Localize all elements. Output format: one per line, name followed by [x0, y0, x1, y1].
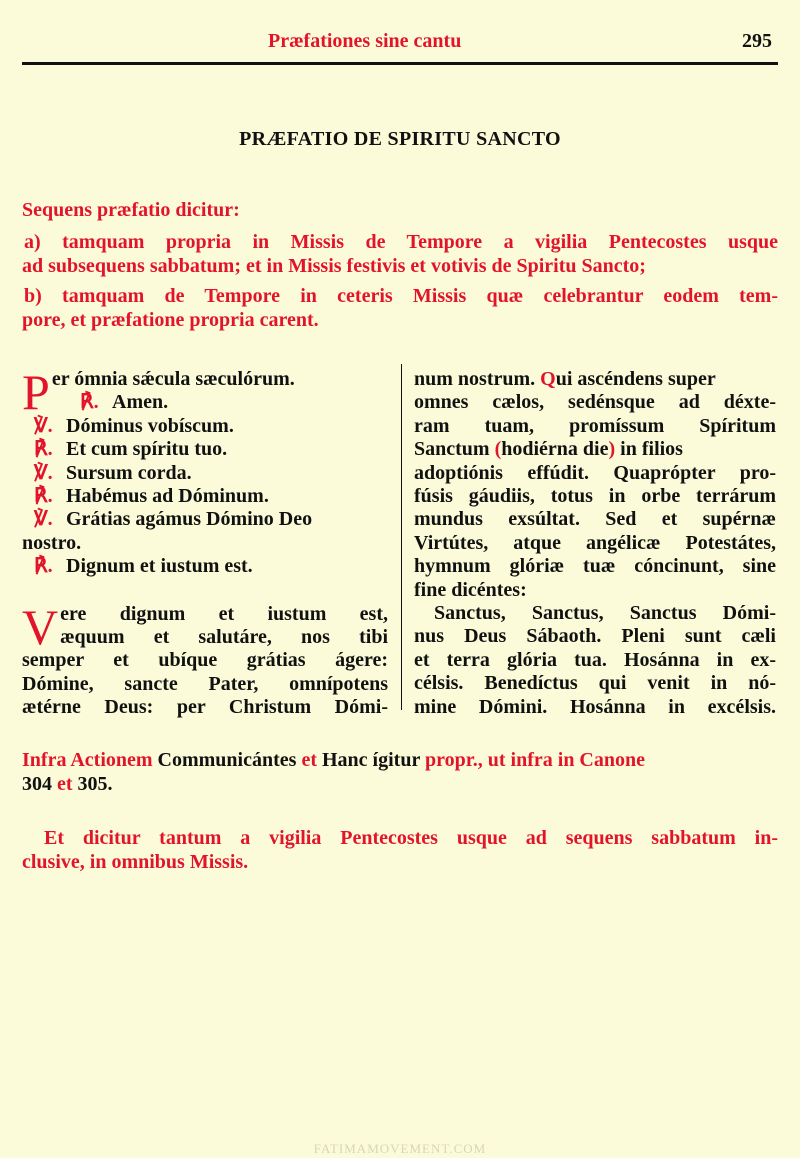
preface-line: omnes cælos, sedénsque ad déxte- [414, 391, 776, 414]
dialogue-text: Habémus ad Dóminum. [66, 485, 269, 508]
dialogue-line [22, 391, 388, 414]
dialogue-line [22, 485, 388, 508]
closing-line: clusive, in omnibus Missis. [22, 851, 249, 873]
dialogue-text: Dignum et iustum est. [66, 555, 253, 578]
sanctus-line: mine Dómini. Hosánna in excélsis. [414, 695, 776, 718]
canon-incipit: Communicántes [157, 749, 297, 771]
dropcap-v: V [22, 598, 59, 655]
dialogue-continuation: nostro. [22, 531, 82, 554]
preface-line: semper et ubíque grátias ágere: [22, 649, 388, 672]
preface-body-left [22, 598, 388, 720]
versicle-symbol: ℣. [34, 461, 53, 484]
running-title: Præfationes sine cantu [268, 30, 462, 52]
preface-line [414, 368, 776, 391]
close-paren: ) [608, 438, 616, 461]
dialogue-text: Dóminus vobíscum. [66, 414, 234, 437]
preface-line: fúsis gáudiis, totus in orbe terrárum [414, 485, 776, 508]
preface-text: num nostrum. [414, 368, 536, 390]
versicle-symbol: ℣. [34, 414, 53, 437]
preface-line: hymnum glóriæ tuæ cóncinunt, sine [414, 555, 776, 578]
rubric-a-line: a) tamquam propria in Missis de Tempore a vigilia Pentecostes usque [24, 231, 778, 253]
preface-dialogue [22, 364, 388, 579]
canon-rubric: propr., ut infra in Canone [424, 749, 646, 771]
versicle-symbol: ℣. [34, 508, 53, 531]
canon-note [22, 748, 782, 796]
preface-line: Virtútes, atque angélicæ Potestátes, [414, 531, 776, 554]
sanctus-line: Sanctus, Sanctus, Sanctus Dómi- [434, 602, 776, 625]
dialogue-line [22, 415, 388, 438]
canon-rubric: Infra Actionem [22, 749, 153, 771]
dialogue-text: Grátias agámus Dómino Deo [66, 508, 313, 531]
dialogue-line [22, 508, 388, 531]
canon-note-line [22, 748, 782, 772]
preface-line: fine dicéntes: [414, 578, 527, 601]
page-ref: 305. [77, 773, 113, 795]
canon-incipit: Hanc ígitur [321, 749, 420, 771]
closing-rubric [22, 826, 778, 874]
preface-line: æquum et salutáre, nos tibi [60, 626, 388, 649]
dropcap-p: P [22, 364, 50, 420]
right-column [414, 368, 776, 719]
rubric-b-line: b) tamquam de Tempore in ceteris Missis quæ celebrantur eodem tem- [24, 285, 778, 307]
sanctus-line: célsis. Benedíctus qui venit in nó- [414, 672, 776, 695]
rubric-intro: Sequens præfatio dicitur: [22, 199, 240, 221]
preface-line: Dómine, sancte Pater, omnípotens [22, 672, 388, 695]
page-number: 295 [742, 30, 772, 52]
preface-line: ætérne Deus: per Christum Dómi- [22, 696, 388, 719]
response-symbol: ℟. [34, 438, 53, 461]
column-divider [401, 364, 402, 710]
preface-line: ere dignum et iustum est, [60, 602, 388, 625]
preface-text: in filios [620, 438, 683, 461]
preface-line: mundus exsúltat. Sed et supérnæ [414, 508, 776, 531]
rubric-a-line: ad subsequens sabbatum; et in Missis festivis et votivis de Spiritu Sancto; [22, 255, 646, 277]
response-symbol: ℟. [34, 555, 53, 578]
watermark: FATIMAMOVEMENT.COM [313, 1141, 487, 1156]
running-header [22, 26, 778, 65]
canon-rubric: et [57, 773, 73, 795]
preface-text: hodiérna die [501, 438, 609, 461]
dialogue-line [22, 438, 388, 461]
dialogue-text: Amen. [112, 391, 169, 414]
canon-note-line [22, 772, 782, 796]
dialogue-line [22, 462, 388, 485]
page-title: PRÆFATIO DE SPIRITU SANCTO [239, 128, 561, 150]
dialogue-text: Et cum spíritu tuo. [66, 438, 228, 461]
closing-line: Et dicitur tantum a vigilia Pentecostes usque ad sequens sabbatum in- [44, 827, 778, 849]
rubric-a [22, 230, 778, 278]
rubric-b [22, 284, 778, 332]
rubric-b-line: pore, et præfatione propria carent. [22, 309, 319, 331]
canon-rubric: et [301, 749, 317, 771]
initial-q: Q [540, 368, 556, 390]
left-column [22, 364, 388, 720]
preface-text: Sanctum [414, 438, 490, 461]
sanctus-line: et terra glória tua. Hosánna in ex- [414, 648, 776, 671]
dialogue-first-line: er ómnia sǽcula sæculórum. [51, 368, 295, 390]
response-symbol: ℟. [34, 485, 53, 508]
preface-line [414, 438, 776, 461]
page-ref: 304 [22, 773, 52, 795]
sanctus-line: nus Deus Sábaoth. Pleni sunt cæli [414, 625, 776, 648]
dialogue-line [22, 555, 388, 578]
preface-text: ui ascéndens super [555, 368, 716, 390]
open-paren: ( [494, 438, 502, 461]
response-symbol: ℟. [80, 391, 99, 414]
preface-line: ram tuam, promíssum Spíritum [414, 414, 776, 437]
preface-line: adoptiónis effúdit. Quaprópter pro- [414, 461, 776, 484]
dialogue-text: Sursum corda. [66, 461, 192, 484]
